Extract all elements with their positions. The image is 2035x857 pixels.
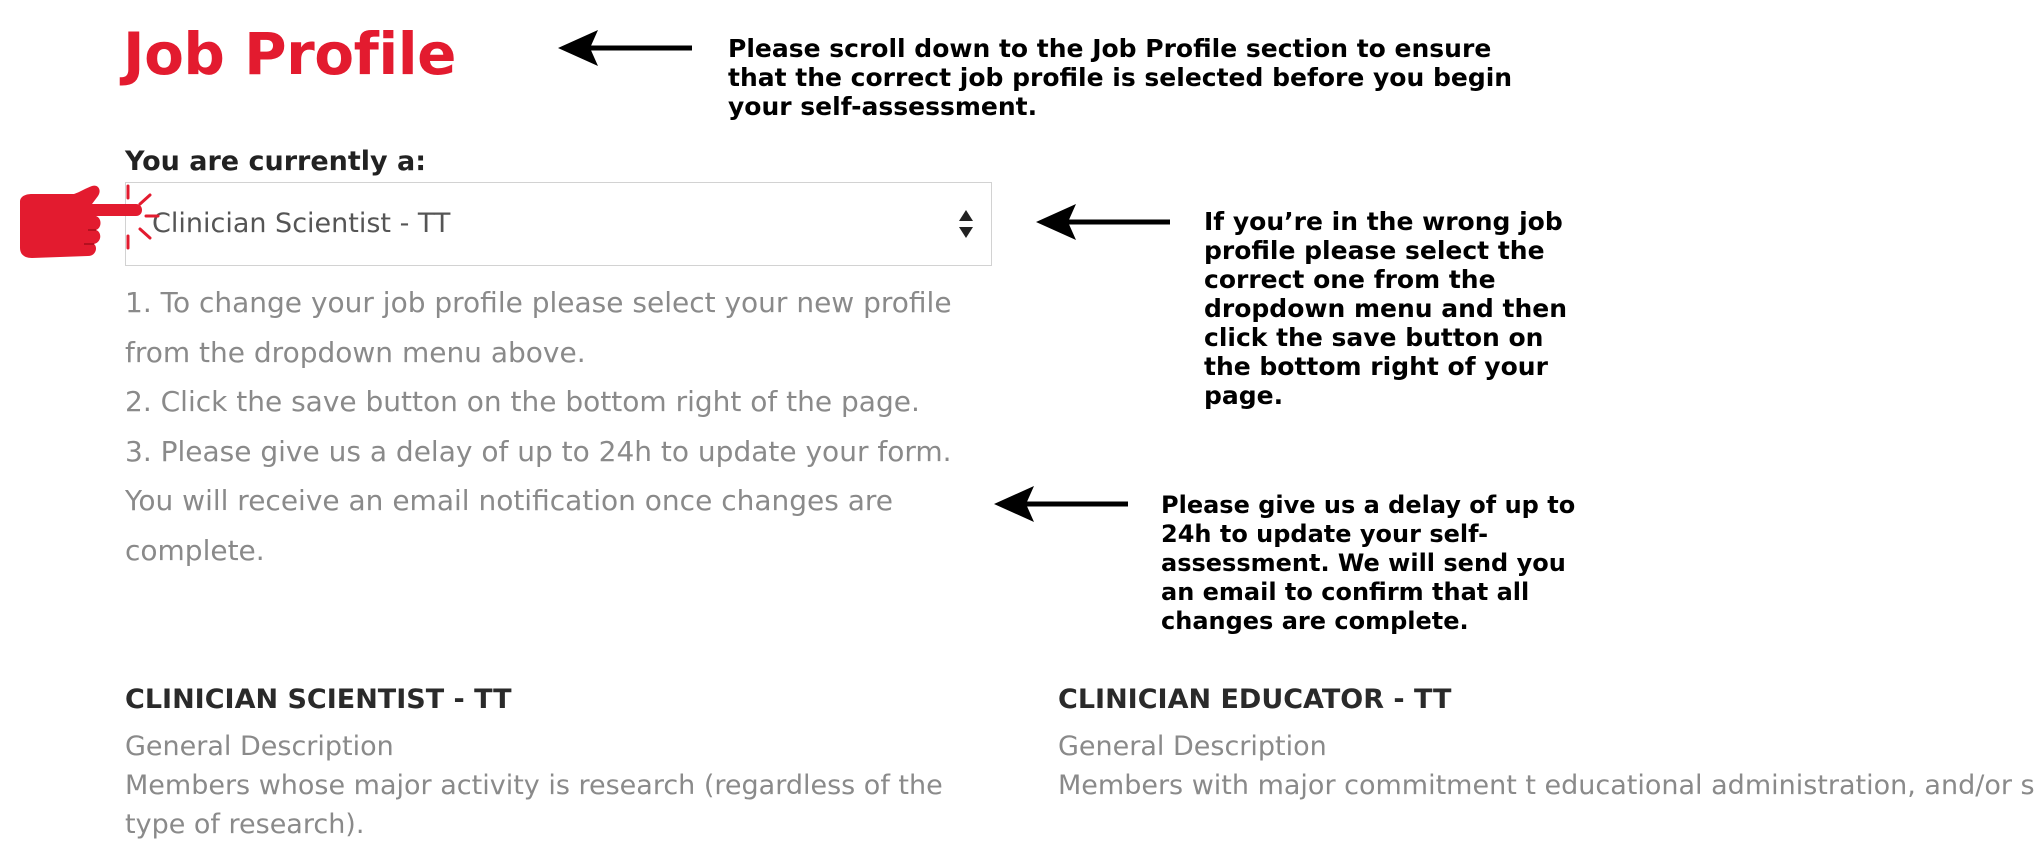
- arrow-left-icon: [1034, 202, 1174, 242]
- instructions-list: [125, 278, 975, 575]
- current-profile-label: You are currently a:: [125, 146, 427, 177]
- arrow-left-icon: [556, 28, 696, 68]
- wrong-profile-note: If you’re in the wrong job profile please select the correct one from the dropdown menu and then click the save button on the bottom right of your page.: [1204, 207, 1568, 410]
- instruction-step: 1. To change your job profile please select your new profile from the dropdown menu above.: [125, 286, 952, 369]
- profile-card-clinician-educator: [1058, 682, 2035, 805]
- profile-description: Members whose major activity is research (regardless of the type of research).: [125, 770, 943, 840]
- selected-profile-value: Clinician Scientist - TT: [152, 208, 451, 239]
- instruction-step: 3. Please give us a delay of up to 24h to update your form. You will receive an email notification once changes are complete.: [125, 434, 952, 567]
- profile-subheading: General Description: [125, 731, 394, 762]
- page-title: Job Profile: [123, 20, 456, 88]
- profile-description: Members with major commitment t educational administration, and/or s: [1058, 770, 2035, 801]
- instruction-step: 2. Click the save button on the bottom right of the page.: [125, 385, 920, 418]
- scroll-note: Please scroll down to the Job Profile section to ensure that the correct job profile is selected before you begin your self-assessment.: [728, 34, 1513, 121]
- pointing-hand-icon: [18, 184, 166, 264]
- profile-name: CLINICIAN EDUCATOR - TT: [1058, 684, 1452, 715]
- profile-card-clinician-scientist: [125, 682, 985, 844]
- profile-subheading: General Description: [1058, 731, 1327, 762]
- job-profile-select[interactable]: [125, 182, 992, 266]
- sort-caret-icon: [957, 207, 975, 241]
- delay-note: Please give us a delay of up to 24h to update your self-assessment. We will send you an email to confirm that all changes are complete.: [1161, 491, 1576, 635]
- profile-name: CLINICIAN SCIENTIST - TT: [125, 684, 512, 715]
- arrow-left-icon: [992, 484, 1132, 524]
